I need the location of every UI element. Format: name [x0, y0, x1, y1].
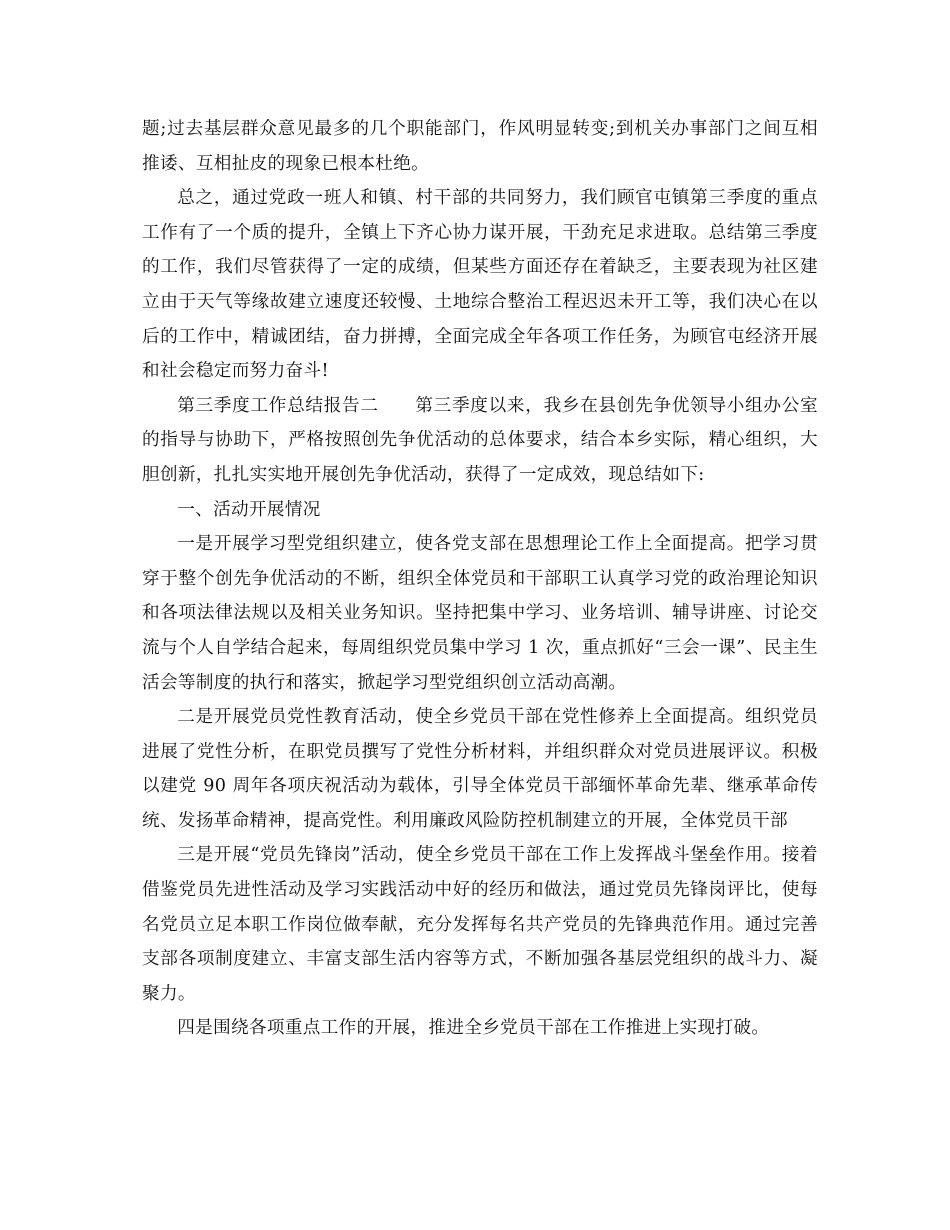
paragraph-report-two-intro: 第三季度工作总结报告二 第三季度以来，我乡在县创先争优领导小组办公室的指导与协助下，严格按照创先争优活动的总体要求，结合本乡实际，精心组织，大胆创新，扎扎实实地开展创先争优活动，获得了一定成效，现总结如下: [142, 395, 818, 485]
document-page [142, 112, 818, 1046]
paragraph-item-two: 二是开展党员党性教育活动，使全乡党员干部在党性修养上全面提高。组织党员进展了党性分析，在职党员撰写了党性分析材料，并组织群众对党员进展评议。积极以建党 90 周年各项庆祝活动为载体，引导全体党员干部缅怀革命先辈、继承革命传统、发扬革命精神，提高党性。利用廉政风险防控机制建立的开展，全体党员干部 [142, 707, 818, 831]
paragraph-item-three: 三是开展“党员先锋岗”活动，使全乡党员干部在工作上发挥战斗堡垒作用。接着借鉴党员先进性活动及学习实践活动中好的经历和做法，通过党员先锋岗评比，使每名党员立足本职工作岗位做奉献，充分发挥每名共产党员的先锋典范作用。通过完善支部各项制度建立、丰富支部生活内容等方式，不断加强各基层党组织的战斗力、凝聚力。 [142, 845, 818, 1004]
paragraph-summary: 总之，通过党政一班人和镇、村干部的共同努力，我们顾官屯镇第三季度的重点工作有了一个质的提升，全镇上下齐心协力谋开展，干劲充足求进取。总结第三季度的工作，我们尽管获得了一定的成绩，但某些方面还存在着缺乏，主要表现为社区建立由于天气等缘故建立速度还较慢、土地综合整治工程迟迟未开工等，我们决心在以后的工作中，精诚团结，奋力拼搏，全面完成全年各项工作任务，为顾官屯经济开展和社会稳定而努力奋斗! [142, 188, 818, 382]
paragraph-item-one: 一是开展学习型党组织建立，使各党支部在思想理论工作上全面提高。把学习贯穿于整个创先争优活动的不断，组织全体党员和干部职工认真学习党的政治理论知识和各项法律法规以及相关业务知识。坚持把集中学习、业务培训、辅导讲座、讨论交流与个人自学结合起来，每周组织党员集中学习 1 次，重点抓好“三会一课”、民主生活会等制度的执行和落实，掀起学习型党组织创立活动高潮。 [142, 534, 818, 693]
section-heading: 一、活动开展情况 [177, 499, 321, 520]
paragraph-item-four: 四是围绕各项重点工作的开展，推进全乡党员干部在工作推进上实现打破。 [177, 1018, 770, 1039]
paragraph-continuation: 题;过去基层群众意见最多的几个职能部门，作风明显转变;到机关办事部门之间互相推诿、互相扯皮的现象已根本杜绝。 [142, 119, 818, 174]
